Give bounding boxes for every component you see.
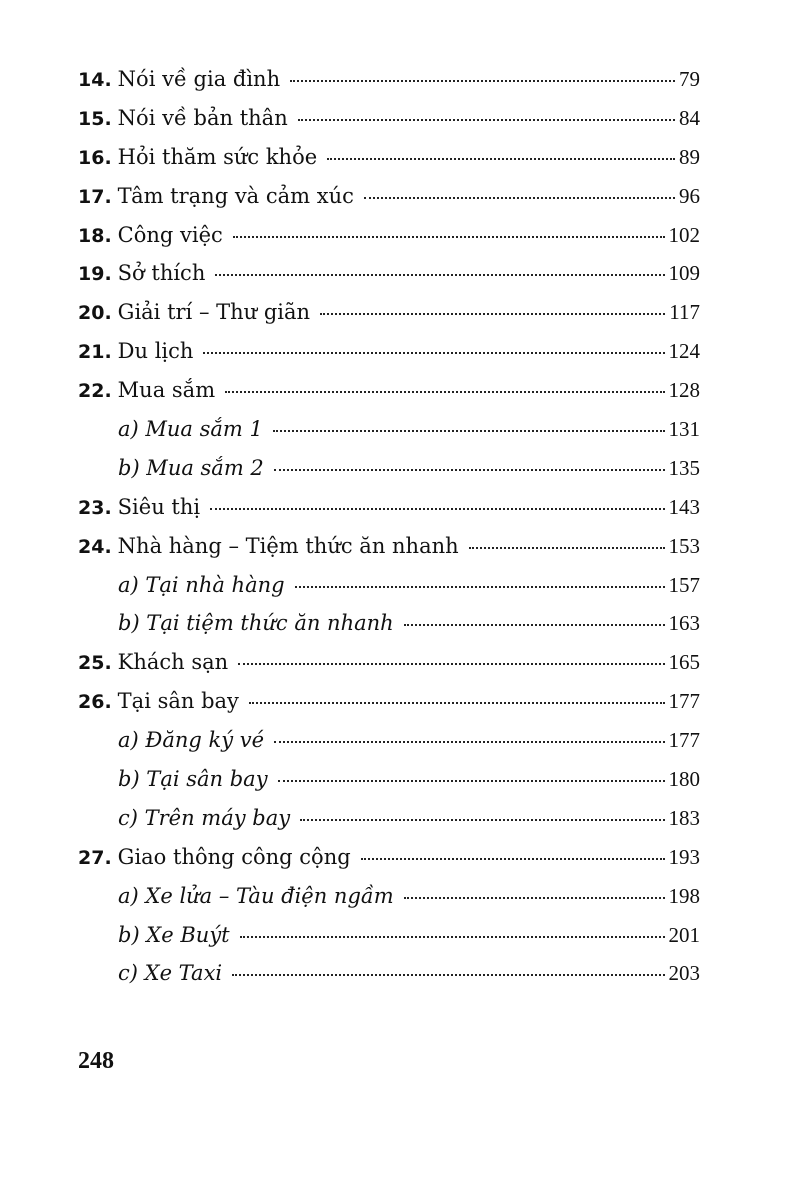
- toc-entry: [78, 682, 700, 721]
- toc-entry-page: 79: [679, 67, 700, 91]
- toc-entry: [78, 60, 700, 99]
- toc-entry-page: 89: [679, 144, 700, 169]
- toc-entry-page: 109: [668, 261, 700, 286]
- table-of-contents: [78, 60, 700, 993]
- toc-entry-page: 128: [668, 378, 700, 403]
- toc-entry-title: Du lịch: [117, 339, 194, 364]
- toc-entry-page: 198: [668, 883, 700, 908]
- toc-entry: [78, 332, 700, 371]
- toc-entry-page: 163: [668, 611, 700, 636]
- toc-entry-page: 177: [668, 728, 700, 753]
- toc-entry: [78, 527, 700, 566]
- toc-entry-page: 135: [668, 455, 700, 480]
- toc-entry: [78, 216, 700, 255]
- toc-entry-number: 19.: [78, 263, 112, 286]
- toc-entry-number: 21.: [78, 341, 112, 364]
- toc-subentry: [78, 410, 700, 449]
- toc-entry-page: 84: [679, 105, 700, 130]
- toc-entry-page: 143: [668, 494, 700, 519]
- dot-leader: [469, 547, 665, 549]
- toc-subentry: [78, 954, 700, 993]
- toc-entry-title: Nhà hàng – Tiệm thức ăn nhanh: [117, 533, 459, 558]
- dot-leader: [278, 780, 665, 782]
- toc-entry-page: 117: [669, 300, 700, 325]
- toc-entry-title: b) Tại sân bay: [118, 767, 268, 792]
- page-number: 248: [78, 1048, 114, 1074]
- toc-entry: [78, 838, 700, 877]
- toc-entry-page: 153: [668, 533, 700, 558]
- toc-entry-number: 14.: [78, 69, 112, 91]
- dot-leader: [210, 508, 664, 510]
- toc-entry-page: 201: [668, 922, 700, 947]
- dot-leader: [320, 313, 665, 315]
- toc-entry-title: Mua sắm: [117, 378, 216, 403]
- toc-entry-number: 23.: [78, 496, 112, 519]
- toc-entry-page: 180: [668, 767, 700, 792]
- toc-entry-number: 22.: [78, 380, 112, 403]
- toc-entry-title: c) Trên máy bay: [118, 805, 291, 830]
- toc-entry-page: 96: [679, 183, 700, 208]
- toc-subentry: [78, 449, 700, 488]
- toc-entry-number: 25.: [78, 652, 112, 675]
- toc-entry-title: Giải trí – Thư giãn: [117, 300, 311, 325]
- toc-subentry: [78, 877, 700, 916]
- toc-entry-title: Tại sân bay: [117, 689, 239, 714]
- toc-entry-page: 183: [668, 805, 700, 830]
- dot-leader: [249, 702, 665, 704]
- toc-entry-title: Hỏi thăm sức khỏe: [117, 144, 318, 169]
- toc-entry-number: 16.: [78, 146, 112, 169]
- toc-entry-page: 165: [668, 650, 700, 675]
- toc-entry-number: 26.: [78, 691, 112, 714]
- toc-entry-number: 15.: [78, 107, 112, 130]
- toc-entry-page: 177: [668, 689, 700, 714]
- toc-entry-title: Giao thông công cộng: [117, 844, 351, 869]
- toc-entry-title: b) Tại tiệm thức ăn nhanh: [118, 611, 394, 636]
- toc-entry-number: 24.: [78, 535, 112, 558]
- toc-entry-title: a) Xe lửa – Tàu điện ngầm: [118, 883, 394, 908]
- toc-subentry: [78, 916, 700, 955]
- toc-entry: [78, 99, 700, 138]
- dot-leader: [240, 936, 665, 938]
- toc-entry-number: 17.: [78, 185, 112, 208]
- dot-leader: [295, 586, 665, 588]
- dot-leader: [300, 819, 664, 821]
- toc-subentry: [78, 799, 700, 838]
- toc-entry-title: Nói về gia đình: [117, 67, 281, 91]
- toc-entry-title: c) Xe Taxi: [118, 961, 223, 986]
- toc-entry: [78, 293, 700, 332]
- dot-leader: [327, 158, 675, 160]
- dot-leader: [215, 274, 664, 276]
- dot-leader: [232, 974, 664, 976]
- toc-entry-title: Khách sạn: [117, 650, 229, 675]
- toc-entry-page: 203: [668, 961, 700, 986]
- toc-entry-number: 20.: [78, 302, 112, 325]
- toc-entry-page: 193: [668, 844, 700, 869]
- toc-entry-number: 18.: [78, 224, 112, 247]
- toc-entry-page: 131: [668, 417, 700, 442]
- toc-subentry: [78, 721, 700, 760]
- toc-entry-title: a) Đăng ký vé: [118, 728, 265, 753]
- toc-entry: [78, 643, 700, 682]
- dot-leader: [238, 663, 664, 665]
- toc-subentry: [78, 760, 700, 799]
- dot-leader: [364, 197, 675, 199]
- toc-entry-title: Sở thích: [117, 261, 206, 286]
- toc-entry-title: Tâm trạng và cảm xúc: [117, 183, 354, 208]
- dot-leader: [290, 80, 675, 82]
- dot-leader: [404, 624, 665, 626]
- toc-entry-page: 102: [668, 222, 700, 247]
- toc-entry-title: Nói về bản thân: [117, 105, 288, 130]
- dot-leader: [361, 858, 665, 860]
- dot-leader: [273, 430, 665, 432]
- dot-leader: [203, 352, 664, 354]
- toc-entry-title: b) Xe Buýt: [118, 922, 230, 947]
- toc-entry-number: 27.: [78, 846, 112, 869]
- toc-entry: [78, 177, 700, 216]
- dot-leader: [298, 119, 675, 121]
- toc-entry: [78, 138, 700, 177]
- toc-entry-title: b) Mua sắm 2: [118, 455, 264, 480]
- toc-entry-page: 157: [668, 572, 700, 597]
- toc-subentry: [78, 604, 700, 643]
- dot-leader: [233, 236, 665, 238]
- toc-entry-page: 124: [668, 339, 700, 364]
- toc-entry-title: a) Mua sắm 1: [118, 417, 263, 442]
- dot-leader: [274, 469, 665, 471]
- toc-entry: [78, 371, 700, 410]
- toc-entry: [78, 254, 700, 293]
- toc-entry-title: a) Tại nhà hàng: [118, 572, 285, 597]
- toc-entry-title: Siêu thị: [117, 494, 201, 519]
- toc-entry-title: Công việc: [117, 222, 223, 247]
- dot-leader: [404, 897, 665, 899]
- dot-leader: [225, 391, 664, 393]
- toc-subentry: [78, 566, 700, 605]
- dot-leader: [274, 741, 664, 743]
- toc-entry: [78, 488, 700, 527]
